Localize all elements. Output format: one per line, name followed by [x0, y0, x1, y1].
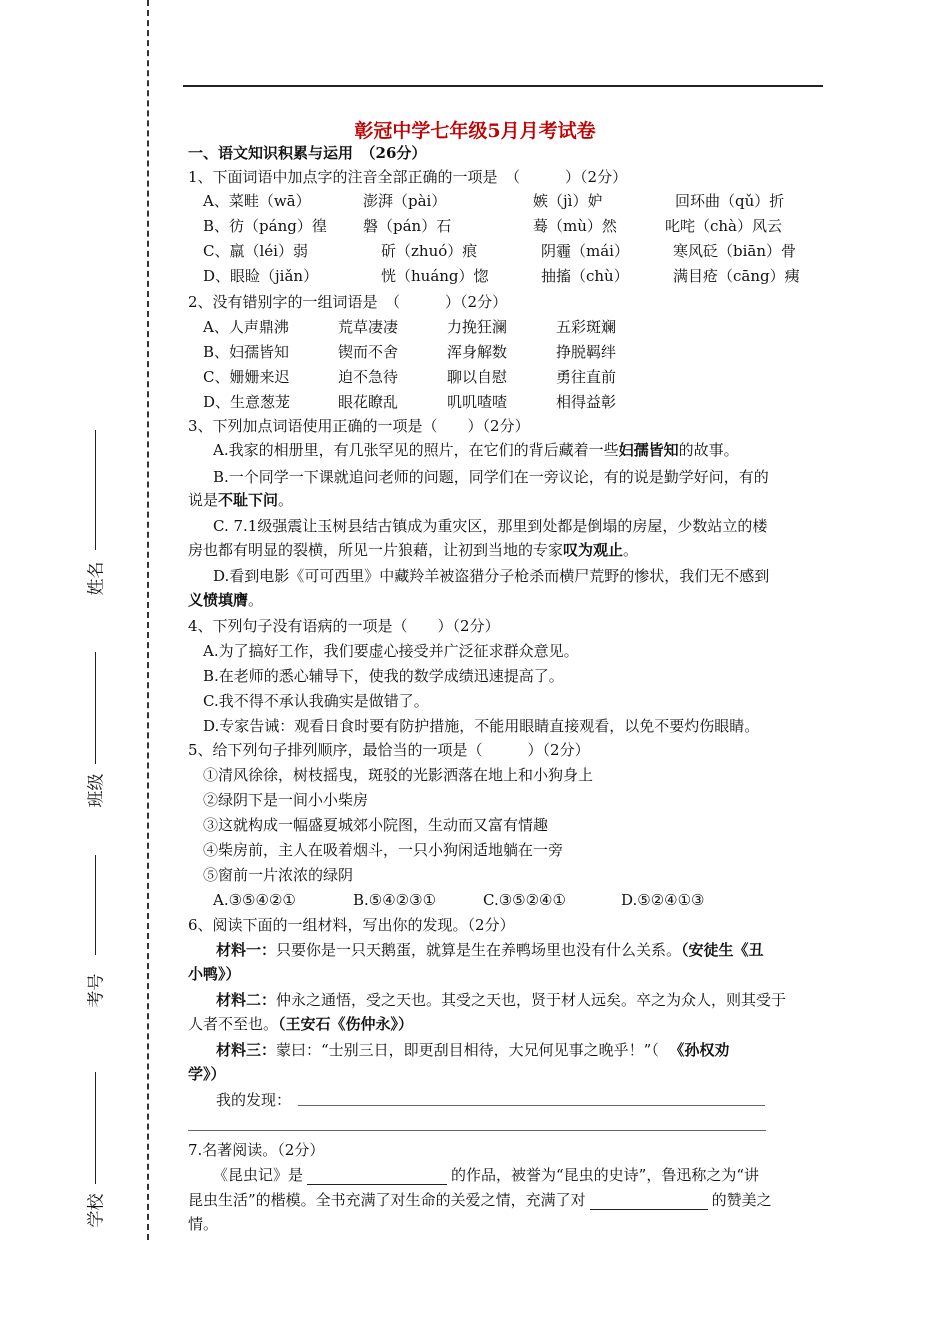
- q2-option-a: A、人声鼎沸 荒草凄凄 力挽狂澜 五彩斑斓: [203, 318, 617, 336]
- q6-stem: 6、阅读下面的一组材料，写出你的发现。（2分）: [188, 916, 515, 934]
- school-blank-line[interactable]: [95, 1072, 96, 1184]
- q5-item-2: ②绿阴下是一间小小柴房: [203, 791, 369, 809]
- q1-option-a: A、菜畦（wā） 澎湃（pài） 嫉（jì）妒 回环曲（qǔ）折: [203, 192, 785, 210]
- q7-line-3: 情。: [188, 1215, 219, 1233]
- q3-option-c-line1: C. 7.1级强震让玉树县结古镇成为重灾区，那里到处都是倒塌的房屋，少数站立的楼: [213, 517, 768, 535]
- q5-item-4: ④柴房前，主人在吸着烟斗，一只小狗闲适地躺在一旁: [203, 841, 564, 859]
- q5-options: A.③⑤④②① B.⑤④②③① C.③⑤②④① D.⑤②④①③: [213, 891, 705, 909]
- q3-option-c-line2: 房也都有明显的裂横，所见一片狼藉，让初到当地的专家叹为观止。: [188, 541, 639, 559]
- q4-option-c: C.我不得不承认我确实是做错了。: [203, 692, 429, 710]
- school-label: 学校: [86, 1193, 107, 1228]
- q6-material-3: 材料三：蒙曰：“士别三日，即更刮目相待，大兄何见事之晚乎！”（ 《孙权劝: [216, 1041, 730, 1059]
- q1-option-c: C、羸（léi）弱 斫（zhuó）痕 阴霾（mái） 寒风砭（biān）骨: [203, 242, 797, 260]
- q3-option-b-line1: B.一个同学一下课就追问老师的问题，同学们在一旁议论，有的说是勤学好问，有的: [213, 468, 769, 486]
- name-label: 姓名: [86, 561, 107, 596]
- class-blank-line[interactable]: [95, 652, 96, 764]
- q2-option-b: B、妇孺皆知 锲而不舍 浑身解数 挣脱羁绊: [203, 343, 617, 361]
- header-rule: [183, 85, 823, 87]
- q4-option-b: B.在老师的悉心辅导下，使我的数学成绩迅速提高了。: [203, 667, 564, 685]
- q5-item-1: ①清风徐徐，树枝摇曳，斑驳的光影洒落在地上和小狗身上: [203, 766, 594, 784]
- q6-material-2: 材料二：仲永之通悟，受之天也。其受之天也，贤于材人远矣。卒之为众人，则其受于: [216, 991, 787, 1009]
- q5-stem: 5、给下列句子排列顺序，最恰当的一项是（ ）（2分）: [188, 741, 590, 759]
- section-heading: 一、语文知识积累与运用 （26分）: [188, 144, 427, 162]
- q7-author-blank[interactable]: [307, 1184, 447, 1185]
- q7-praise-blank[interactable]: [590, 1209, 708, 1210]
- q2-stem: 2、没有错别字的一组词语是 （ ）（2分）: [188, 293, 508, 311]
- q4-stem: 4、下列句子没有语病的一项是（ ）（2分）: [188, 617, 500, 635]
- q4-option-a: A.为了搞好工作，我们要虚心接受并广泛征求群众意见。: [203, 642, 579, 660]
- q7-line-2: 昆虫生活”的楷模。全书充满了对生命的关爱之情，充满了对 的赞美之: [188, 1191, 772, 1209]
- q6-material-1-source: 小鸭》）: [188, 965, 241, 983]
- q7-line-1: 《昆虫记》是 的作品，被誉为“昆虫的史诗”，鲁迅称之为“讲: [213, 1166, 760, 1184]
- q6-material-1: 材料一：只要你是一只天鹅蛋，就算是生在养鸭场里也没有什么关系。（安徒生《丑: [216, 941, 764, 959]
- q2-option-c: C、姗姗来迟 迫不急待 聊以自慰 勇往直前: [203, 368, 617, 386]
- q6-answer-line-1[interactable]: [298, 1105, 765, 1106]
- exam-number-label: 考号: [86, 973, 107, 1008]
- q2-option-d: D、生意葱茏 眼花瞭乱 叽叽喳喳 相得益彰: [203, 393, 617, 411]
- q6-material-2-line2: 人者不至也。（王安石《伤仲永》）: [188, 1015, 414, 1033]
- q3-stem: 3、下列加点词语使用正确的一项是（ ）（2分）: [188, 417, 530, 435]
- q5-item-5: ⑤窗前一片浓浓的绿阴: [203, 866, 354, 884]
- exam-number-blank-line[interactable]: [95, 855, 96, 955]
- q3-option-d-line1: D.看到电影《可可西里》中藏羚羊被盗猎分子枪杀而横尸荒野的惨状，我们无不感到: [213, 567, 770, 585]
- name-blank-line[interactable]: [95, 430, 96, 550]
- q7-stem: 7.名著阅读。（2分）: [188, 1141, 325, 1159]
- page-title: 彰冠中学七年级5月月考试卷: [354, 120, 596, 142]
- q3-option-b-line2: 说是不耻下问。: [188, 491, 294, 509]
- q4-option-d: D.专家告诫：观看日食时要有防护措施，不能用眼睛直接观看，以免不要灼伤眼睛。: [203, 717, 760, 735]
- q3-option-d-line2: 义愤填膺。: [188, 591, 264, 609]
- q1-option-d: D、眼睑（jiǎn） 恍（huáng）惚 抽搐（chù） 满目疮（cāng）痍: [203, 267, 800, 285]
- q1-stem: 1、下面词语中加点字的注音全部正确的一项是 （ ）（2分）: [188, 168, 628, 186]
- class-label: 班级: [86, 773, 107, 808]
- q6-discovery-label: 我的发现：: [216, 1091, 292, 1109]
- binding-dashed-line: [147, 0, 149, 1240]
- q6-material-3-source: 学》）: [188, 1065, 226, 1083]
- q6-answer-line-2[interactable]: [188, 1130, 766, 1131]
- q5-item-3: ③这就构成一幅盛夏城郊小院图，生动而又富有情趣: [203, 816, 549, 834]
- q3-option-a: A.我家的相册里，有几张罕见的照片，在它们的背后藏着一些妇孺皆知的故事。: [213, 441, 739, 459]
- q1-option-b: B、彷（páng）徨 磐（pán）石 蓦（mù）然 叱咤（chà）风云: [203, 217, 783, 235]
